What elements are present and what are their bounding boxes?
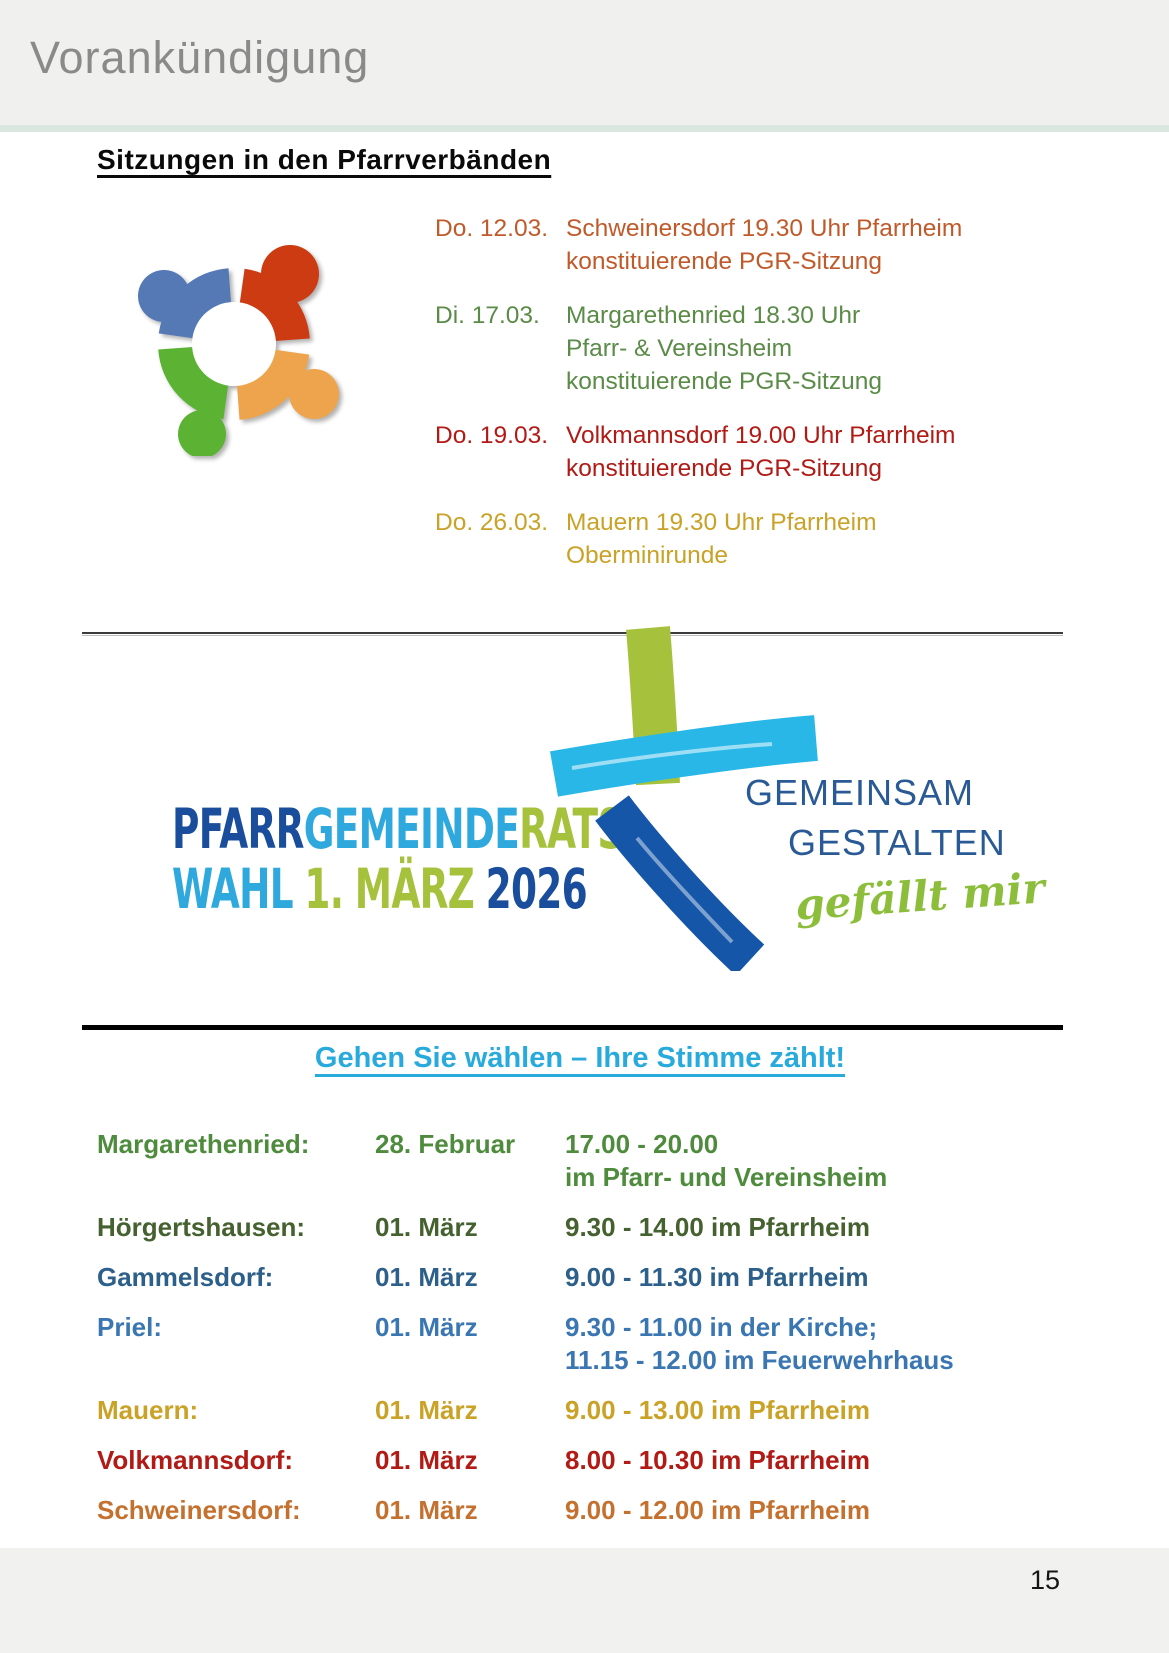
place-cell: Margarethenried: [97,1129,310,1159]
slogan-gefaellt-mir: gefällt mir [793,863,1047,930]
time-line: 11.15 - 12.00 im Feuerwehrhaus [565,1345,954,1375]
place-cell: Volkmannsdorf: [97,1445,293,1475]
date-cell: 01. März [375,1312,478,1342]
logo-word: WAHL [172,858,293,922]
page-header [0,0,1169,132]
table-row [97,1444,1063,1477]
meetings-list [435,212,1055,593]
meeting-date: Do. 19.03. [435,422,549,449]
meeting-line: Schweinersdorf 19.30 Uhr Pfarrheim [566,215,963,242]
time-line: 9.00 - 12.00 im Pfarrheim [565,1495,870,1525]
meeting-item [435,212,1055,278]
meeting-details [566,299,1055,398]
place-cell: Hörgertshausen: [97,1212,306,1242]
page-number: 15 [1030,1565,1061,1595]
meeting-item [435,419,1055,485]
date-cell: 01. März [375,1445,478,1475]
person-green-head [178,410,226,456]
time-line: im Pfarr- und Vereinsheim [565,1162,888,1192]
place-cell: Priel: [97,1312,163,1342]
meeting-date: Do. 26.03. [435,509,549,536]
time-line: 9.00 - 13.00 im Pfarrheim [565,1395,870,1425]
person-blue-head [138,270,190,322]
place-cell: Schweinersdorf: [97,1495,301,1525]
meeting-line: Margarethenried 18.30 Uhr [566,302,861,329]
meeting-line: konstituierende PGR-Sitzung [566,455,882,482]
cross-horizontal-lightblue-stroke [554,738,816,774]
table-row [97,1261,1063,1294]
slogan-gestalten: GESTALTEN [788,822,1006,863]
logo-word: MÄRZ [354,858,475,922]
meeting-details [566,419,1055,485]
meeting-line: Mauern 19.30 Uhr Pfarrheim [566,509,877,536]
date-cell: 01. März [375,1395,478,1425]
slogan-gemeinsam: GEMEINSAM [745,772,975,813]
meeting-item [435,299,1055,398]
community-people-circle-icon [112,234,352,456]
place-cell: Mauern: [97,1395,199,1425]
table-row [97,1128,1063,1194]
person-red-head [261,245,319,303]
time-cell [565,1444,1063,1477]
time-cell [565,1394,1063,1427]
time-cell [565,1261,1063,1294]
meeting-line: konstituierende PGR-Sitzung [566,368,882,395]
meeting-details [566,506,1055,572]
logo-word: PFARR [172,798,304,862]
voting-times-table [97,1128,1063,1544]
time-line: 17.00 - 20.00 [565,1129,719,1159]
table-row [97,1211,1063,1244]
time-cell [565,1311,1063,1377]
logo-center [192,302,276,386]
time-cell [565,1211,1063,1244]
date-cell: 01. März [375,1495,478,1525]
person-orange-head [289,369,339,419]
logo-word: GEMEINDE [303,798,520,862]
time-line: 9.30 - 14.00 im Pfarrheim [565,1212,870,1242]
pgr-wahl-logo-line1 [172,798,639,862]
table-row [97,1494,1063,1527]
logo-word: 1. [304,858,344,922]
meeting-item [435,506,1055,572]
date-cell: 01. März [375,1262,478,1292]
time-line: 9.30 - 11.00 in der Kirche; [565,1312,878,1342]
meeting-line: konstituierende PGR-Sitzung [566,248,882,275]
meeting-date: Do. 12.03. [435,215,549,242]
place-cell: Gammelsdorf: [97,1262,274,1292]
meeting-date: Di. 17.03. [435,302,540,329]
meeting-details [566,212,1055,278]
logo-word: 2026 [485,858,587,922]
meeting-line: Pfarr- & Vereinsheim [566,335,793,362]
table-row [97,1394,1063,1427]
time-line: 9.00 - 11.30 im Pfarrheim [565,1262,869,1292]
page-title: Vorankündigung [30,32,370,83]
thick-divider [82,1025,1063,1030]
logo-word: RATS- [519,798,639,862]
meeting-line: Oberminirunde [566,542,729,569]
time-cell [565,1128,1063,1194]
meeting-line: Volkmannsdorf 19.00 Uhr Pfarrheim [566,422,956,449]
section-heading: Sitzungen in den Pfarrverbänden [97,144,552,175]
vote-heading: Gehen Sie wählen – Ihre Stimme zählt! [314,1042,846,1074]
date-cell: 01. März [375,1212,478,1242]
time-cell [565,1494,1063,1527]
page-footer [0,1548,1169,1653]
date-cell: 28. Februar [375,1129,516,1159]
pgr-wahl-logo-line2 [172,858,587,922]
time-line: 8.00 - 10.30 im Pfarrheim [565,1445,870,1475]
table-row [97,1311,1063,1377]
brush-streak [637,838,732,942]
